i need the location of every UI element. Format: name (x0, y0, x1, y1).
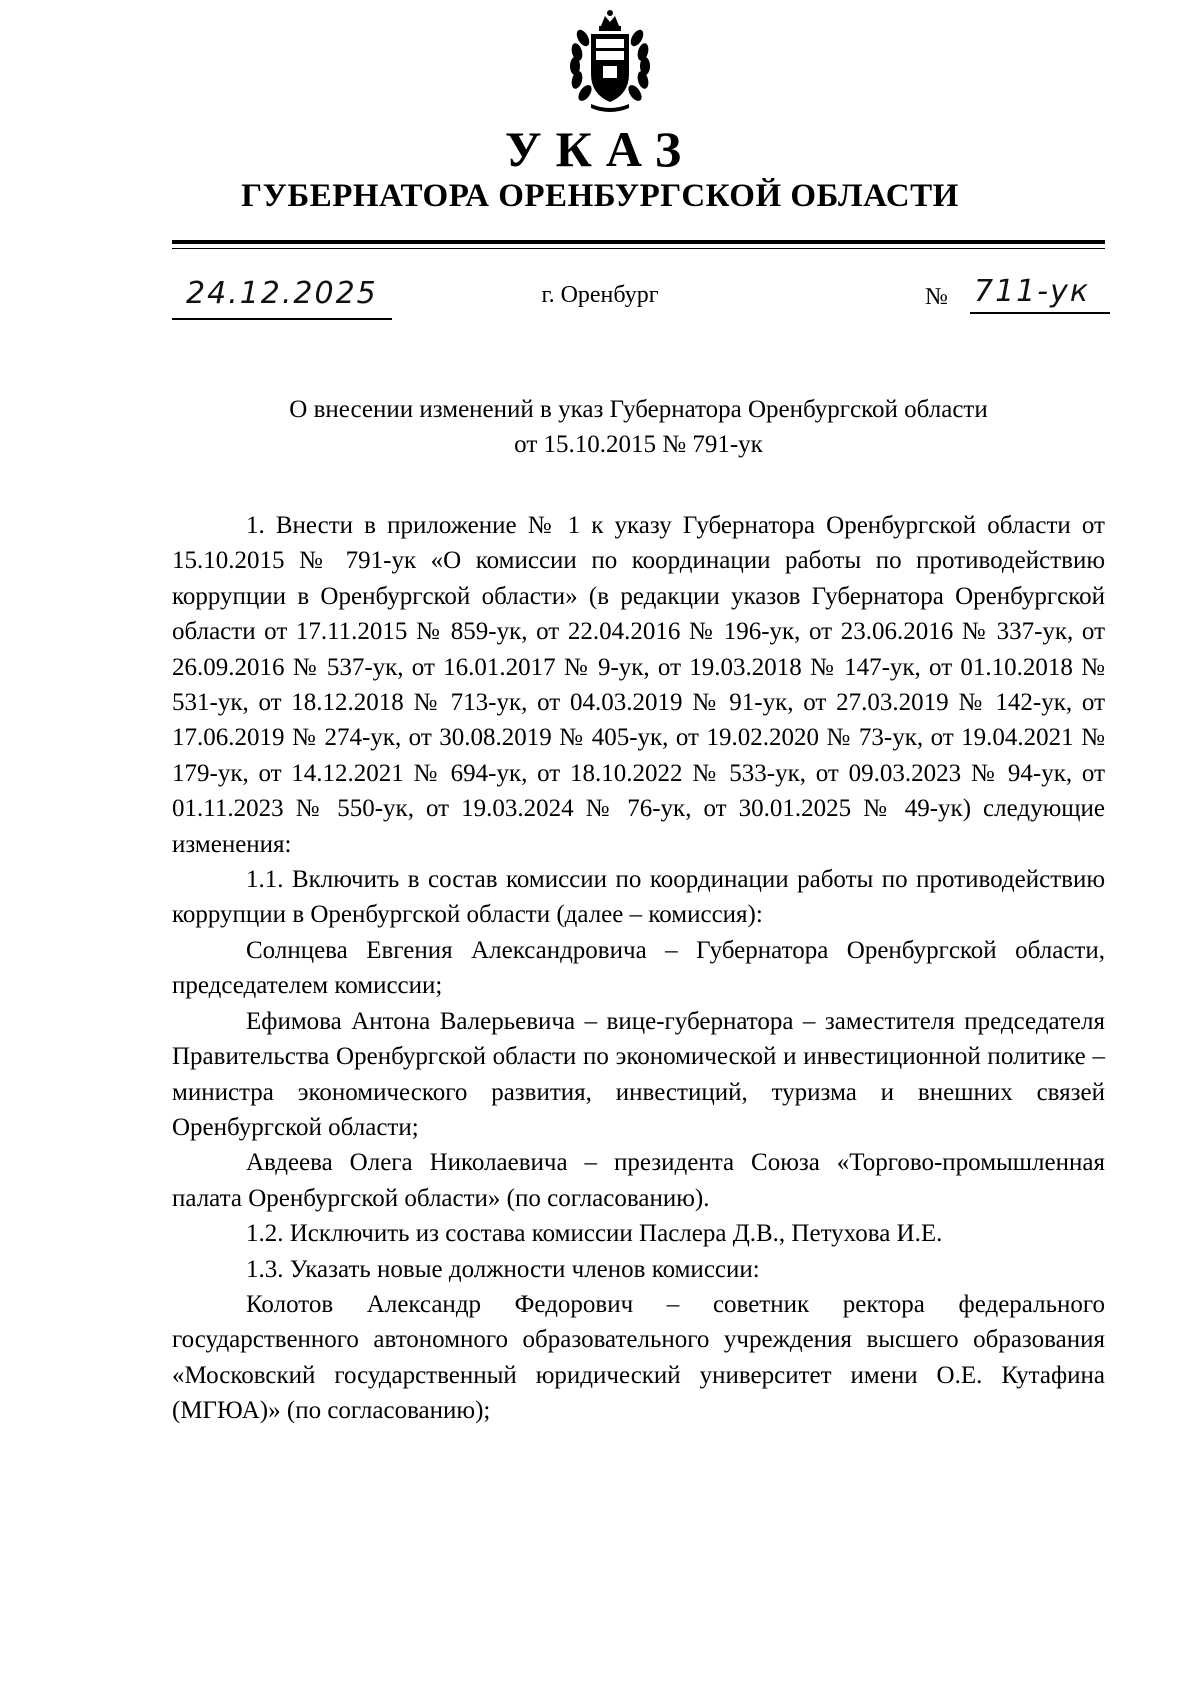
heading-line-1: О внесении изменений в указ Губернатора Оренбургской области (289, 396, 988, 423)
document-date: 24.12.2025 (186, 276, 378, 311)
paragraph-member-kolotov: Колотов Александр Федорович – советник ректора федерального государственного автономного образовательного учреждения высшего образования «Московский государственный юридический университет имени О.Е. Кутафина (МГЮА)» (по согласованию); (172, 1290, 1105, 1425)
document-body (172, 508, 1105, 1429)
number-underline (970, 274, 1110, 314)
header-rule-thin (172, 248, 1105, 249)
heading-line-2: от 15.10.2015 № 791-ук (514, 431, 763, 458)
paragraph-member-efimov: Ефимова Антона Валерьевича – вице-губернатора – заместителя председателя Правительства Оренбургской области по экономической и инвестиционной политике – министра экономического развития, инвестиций, туризма и внешних связей Оренбургской области; (172, 1007, 1105, 1141)
number-field (925, 274, 1105, 318)
document-subtitle: ГУБЕРНАТОРА ОРЕНБУРГСКОЙ ОБЛАСТИ (241, 178, 959, 214)
number-sign: № (925, 284, 948, 310)
document-title: УКАЗ (504, 121, 696, 177)
paragraph-1-1: 1.1. Включить в состав комиссии по координации работы по противодействию коррупции в Оренбургской области (далее – комиссия): (172, 866, 1105, 929)
paragraph-1-3: 1.3. Указать новые должности членов комиссии: (246, 1255, 760, 1283)
document-meta-row (0, 274, 1200, 322)
document-number: 711-ук (974, 274, 1090, 309)
paragraph-member-solntsev: Солнцева Евгения Александровича – Губернатора Оренбургской области, председателем комиссии; (172, 936, 1105, 1000)
coat-of-arms-icon (555, 8, 665, 114)
header-rule-thick (172, 240, 1105, 244)
paragraph-1-2: 1.2. Исключить из состава комиссии Паслера Д.В., Петухова И.Е. (246, 1220, 943, 1248)
document-city: г. Оренбург (541, 282, 659, 308)
paragraph-1: 1. Внести в приложение № 1 к указу Губернатора Оренбургской области от 15.10.2015 № 791-ук «О комиссии по координации работы по противодействию коррупции в Оренбургской области» (в редакции указов Губернатора Оренбургской области от 17.11.2015 № 859-ук, от 22.04.2016 № 196-ук, от 23.06.2016 № 337-ук, от 26.09.2016 № 537-ук, от 16.01.2017 № 9-ук, от 19.03.2018 № 147-ук, от 01.10.2018 № 531-ук, от 18.12.2018 № 713-ук, от 04.03.2019 № 91-ук, от 27.03.2019 № 142-ук, от 17.06.2019 № 274-ук, от 30.08.2019 № 405-ук, от 19.02.2020 № 73-ук, от 19.04.2021 № 179-ук, от 14.12.2021 № 694-ук, от 18.10.2022 № 533-ук, от 09.03.2023 № 94-ук, от 01.11.2023 № 550-ук, от 19.03.2024 № 76-ук, от 30.01.2025 № 49-ук) следующие изменения: (172, 512, 1105, 858)
document-heading (172, 392, 1105, 462)
paragraph-member-avdeev: Авдеева Олега Николаевича – президента Союза «Торгово-промышленная палата Оренбургской области» (по согласованию). (172, 1149, 1105, 1212)
